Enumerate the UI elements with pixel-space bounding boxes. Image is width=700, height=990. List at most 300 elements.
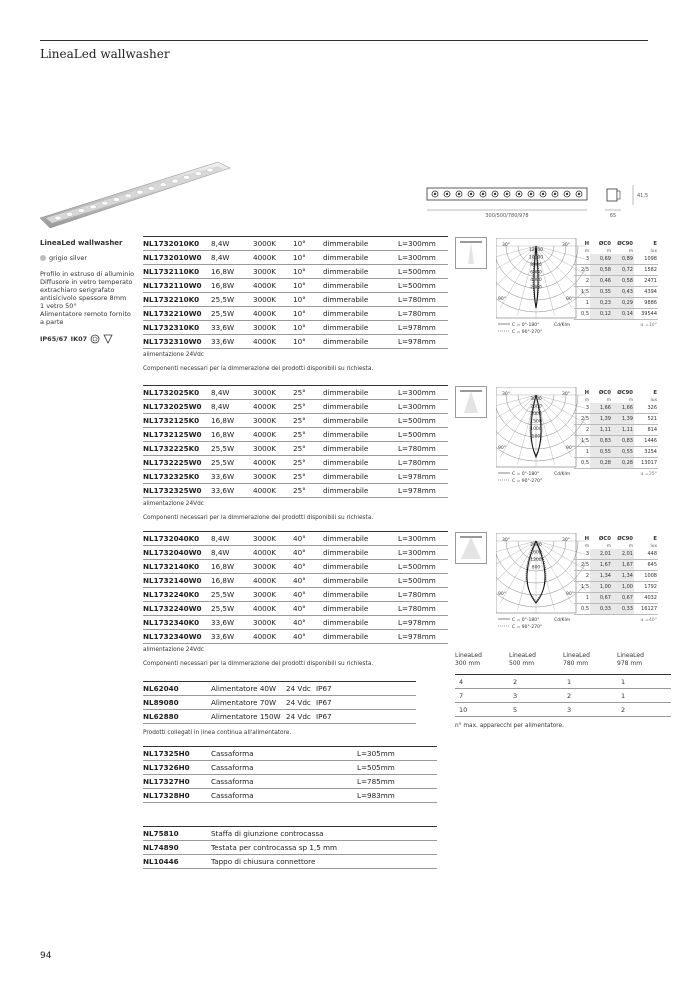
photometric-cell: 0,83: [590, 436, 612, 447]
led-center: [446, 193, 448, 195]
photometric-cell: 1,5: [574, 436, 590, 447]
supply-note: alimentazione 24Vdc: [143, 501, 204, 507]
photometric-cell: 3254: [634, 447, 658, 458]
accessories-table: [143, 826, 437, 869]
led-spot: [78, 209, 84, 213]
supply-note: alimentazione 24Vdc: [143, 647, 204, 653]
color-temp: 4000K: [253, 630, 293, 644]
beam-angle: 10°: [293, 265, 323, 279]
description: Alimentatore 150W: [211, 710, 286, 724]
photometric-cell: 2,5: [574, 414, 590, 425]
max-fixtures-header-cell: [563, 652, 617, 675]
header-line: 300 mm: [455, 660, 481, 667]
photometric-cell: 0,58: [590, 265, 612, 276]
photometric-unit-cell: lux: [650, 397, 657, 403]
power: 16,8W: [211, 560, 253, 574]
desc-line: Alimentatore remoto fornito: [40, 310, 131, 318]
beam-angle: 25°: [293, 428, 323, 442]
header-line: 780 mm: [563, 660, 589, 667]
header-line: LineaLed: [509, 652, 536, 659]
photometric-row: [574, 414, 658, 425]
product-code: NL1732225K0: [143, 442, 211, 456]
table-row: [143, 630, 448, 644]
photometric-cell: 1,00: [612, 582, 634, 593]
power-supply-table: [143, 681, 416, 724]
beam-angle-label: α =25°: [640, 471, 657, 477]
photometric-unit-cell: m: [584, 248, 589, 254]
photometric-cell: 13017: [634, 458, 658, 469]
product-table: [143, 236, 448, 349]
photometric-cell: 1582: [634, 265, 658, 276]
table-row: [143, 710, 416, 724]
photometric-cell: 1,5: [574, 582, 590, 593]
ip-rating: IP65/67: [40, 335, 68, 343]
table-row: [143, 484, 448, 498]
table-row: [143, 827, 437, 841]
led-center: [518, 193, 520, 195]
photometric-cell: 0,43: [612, 287, 634, 298]
color-temp: 3000K: [253, 442, 293, 456]
description: Alimentatore 40W: [211, 682, 286, 696]
beam-angle: 10°: [293, 251, 323, 265]
formwork-section: [143, 746, 437, 803]
polar-ring-value: 2000: [530, 412, 542, 417]
photometric-cell: 2: [574, 571, 590, 582]
product-code: NL1732025K0: [143, 386, 211, 400]
ik-rating: IK07: [70, 335, 88, 343]
dimming-note: Componenti necessari per la dimmerazione dei prodotti disponibili su richiesta.: [143, 515, 374, 521]
power: 16,8W: [211, 279, 253, 293]
polar-angle-label: 90°: [498, 592, 506, 597]
dimming: dimmerabile: [323, 546, 398, 560]
length: L=780mm: [398, 442, 448, 456]
power: 16,8W: [211, 265, 253, 279]
product-code: NL62880: [143, 710, 211, 724]
description: Staffa di giunzione controcassa: [211, 827, 437, 841]
color-temp: 4000K: [253, 546, 293, 560]
formwork-table: [143, 746, 437, 803]
photometric-cell: 1: [574, 298, 590, 309]
beam-angle: 25°: [293, 386, 323, 400]
product-code: NL1732010W0: [143, 251, 211, 265]
led-spot: [125, 194, 131, 198]
length: L=500mm: [398, 279, 448, 293]
photometric-cell: 1,11: [612, 425, 634, 436]
photometric-table: [574, 535, 658, 625]
photometric-cell: 1,66: [612, 403, 634, 414]
photometric-unit-cell: m: [606, 543, 611, 549]
photometric-cell: 1,34: [612, 571, 634, 582]
color-temp: 3000K: [253, 616, 293, 630]
photometric-header-cell: H: [584, 390, 589, 396]
product-code: NL1732240K0: [143, 588, 211, 602]
photometric-cell: 1,67: [612, 560, 634, 571]
ip-rating: IP67: [316, 710, 416, 724]
photometric-table: [574, 240, 658, 330]
length: L=978mm: [398, 484, 448, 498]
photometric-cell: 0,23: [590, 298, 612, 309]
dimming: dimmerabile: [323, 630, 398, 644]
product-code: NL1732310K0: [143, 321, 211, 335]
table-row: [143, 546, 448, 560]
power: 25,5W: [211, 293, 253, 307]
photometric-cell: 3: [574, 403, 590, 414]
led-spot: [160, 183, 166, 187]
color-option: [40, 254, 135, 262]
color-swatch: [40, 255, 46, 261]
beam-angle: 10°: [293, 335, 323, 349]
product-code: NL1732040W0: [143, 546, 211, 560]
product-code: NL1732340W0: [143, 630, 211, 644]
power: 33,6W: [211, 616, 253, 630]
photometric-cell: 4394: [634, 287, 658, 298]
dimming: dimmerabile: [323, 574, 398, 588]
dimming: dimmerabile: [323, 335, 398, 349]
photometric-row: [574, 593, 658, 604]
table-row: [143, 456, 448, 470]
led-center: [578, 193, 580, 195]
photometric-cell: 0,5: [574, 604, 590, 615]
photometric-header: [574, 535, 658, 543]
led-spot: [90, 205, 96, 209]
lamp-thumbnail: [455, 532, 487, 564]
length: L=500mm: [398, 428, 448, 442]
power: 8,4W: [211, 532, 253, 546]
polar-ring-value: 10000: [528, 255, 544, 261]
product-code: NL10446: [143, 855, 211, 869]
photometric-unit-cell: lux: [650, 543, 657, 549]
beam-angle: 10°: [293, 321, 323, 335]
photometric-header-cell: ØC90: [617, 536, 633, 542]
color-temp: 3000K: [253, 386, 293, 400]
power: 8,4W: [211, 546, 253, 560]
photometric-beam-row: [574, 469, 658, 480]
photometric-cell: 0,28: [612, 458, 634, 469]
dimming: dimmerabile: [323, 414, 398, 428]
dimming: dimmerabile: [323, 307, 398, 321]
length: L=978mm: [398, 616, 448, 630]
color-temp: 3000K: [253, 237, 293, 251]
polar-ring-value: 2000: [530, 543, 542, 548]
max-fixtures-cell: 4: [455, 675, 509, 689]
led-spot: [66, 212, 72, 216]
table-row: [143, 775, 437, 789]
beam-angle: 40°: [293, 546, 323, 560]
photometric-cell: 3: [574, 254, 590, 265]
color-temp: 4000K: [253, 335, 293, 349]
led-center: [494, 193, 496, 195]
product-code: NL1732110K0: [143, 265, 211, 279]
max-fixtures-cell: 3: [563, 703, 617, 717]
max-fixtures-cell: 7: [455, 689, 509, 703]
power: 25,5W: [211, 602, 253, 616]
photometric-cell: 0,33: [612, 604, 634, 615]
led-center: [506, 193, 508, 195]
accessories-section: [143, 826, 437, 869]
photometric-row: [574, 403, 658, 414]
description: Tappo di chiusura connettore: [211, 855, 437, 869]
page-number: 94: [40, 951, 52, 961]
product-code: NL1732140K0: [143, 560, 211, 574]
polar-angle-label: 90°: [566, 592, 574, 597]
dimming: dimmerabile: [323, 532, 398, 546]
color-temp: 3000K: [253, 588, 293, 602]
color-temp: 3000K: [253, 265, 293, 279]
photometric-cell: 0,29: [612, 298, 634, 309]
product-group: [143, 385, 448, 521]
power: 8,4W: [211, 386, 253, 400]
photometric-cell: 1,39: [590, 414, 612, 425]
power-supply-section: [143, 681, 416, 736]
length: L=500mm: [398, 265, 448, 279]
max-fixtures-row: [455, 703, 671, 717]
length: L=300mm: [398, 532, 448, 546]
polar-ring-value: 800: [531, 565, 541, 571]
beam-angle: 25°: [293, 414, 323, 428]
photometric-cell: 0,5: [574, 309, 590, 320]
max-fixtures-note: n° max. apparecchi per alimentatore.: [455, 723, 564, 729]
photometric-cell: 0,33: [590, 604, 612, 615]
polar-angle-label: 90°: [566, 297, 574, 302]
photometric-cell: 2,5: [574, 265, 590, 276]
table-row: [143, 682, 416, 696]
dim-lengths: 300/500/780/978: [485, 213, 529, 219]
dimming: dimmerabile: [323, 602, 398, 616]
beam-angle: 40°: [293, 602, 323, 616]
color-temp: 3000K: [253, 414, 293, 428]
max-fixtures-row: [455, 675, 671, 689]
polar-chart: [496, 533, 586, 633]
polar-legend: C = 0°-180°: [512, 323, 540, 328]
photometric-header-cell: ØC90: [617, 390, 633, 396]
polar-unit: Cd/Klm: [554, 618, 571, 623]
length: L=500mm: [398, 560, 448, 574]
dimension-drawing: [425, 180, 650, 220]
led-center: [482, 193, 484, 195]
led-spot: [148, 186, 154, 190]
description: Cassaforma: [211, 747, 357, 761]
photometric-cell: 0,67: [590, 593, 612, 604]
dimming: dimmerabile: [323, 442, 398, 456]
led-center: [554, 193, 556, 195]
dimming: dimmerabile: [323, 484, 398, 498]
dimming: dimmerabile: [323, 251, 398, 265]
photometric-cell: 2,01: [612, 549, 634, 560]
table-row: [143, 560, 448, 574]
table-row: [143, 747, 437, 761]
dimming-note: Componenti necessari per la dimmerazione dei prodotti disponibili su richiesta.: [143, 366, 374, 372]
photometric-cell: 16127: [634, 604, 658, 615]
description: Alimentatore 70W: [211, 696, 286, 710]
description: Testata per controcassa sp 1,5 mm: [211, 841, 437, 855]
length: L=983mm: [357, 789, 437, 803]
length: L=780mm: [398, 293, 448, 307]
led-spot: [207, 168, 213, 172]
photometric-unit-cell: lux: [650, 248, 657, 254]
polar-legend: C = 0°-180°: [512, 472, 540, 477]
beam-angle: 25°: [293, 456, 323, 470]
max-fixtures-cell: 2: [563, 689, 617, 703]
photometric-row: [574, 582, 658, 593]
power: 33,6W: [211, 484, 253, 498]
photometric-row: [574, 549, 658, 560]
power: 25,5W: [211, 456, 253, 470]
beam-angle: 25°: [293, 442, 323, 456]
product-code: NL17327H0: [143, 775, 211, 789]
photometric-cell: 4032: [634, 593, 658, 604]
photometric-cell: 1,5: [574, 287, 590, 298]
photometric-row: [574, 276, 658, 287]
power: 33,6W: [211, 470, 253, 484]
polar-unit: Cd/Klm: [554, 472, 571, 477]
product-code: NL1732040K0: [143, 532, 211, 546]
product-code: NL1732210W0: [143, 307, 211, 321]
dimming: dimmerabile: [323, 616, 398, 630]
max-fixtures-cell: 1: [563, 675, 617, 689]
table-row: [143, 400, 448, 414]
photometric-cell: 0,46: [590, 276, 612, 287]
photometric-header: [574, 389, 658, 397]
lamp-thumbnail: [455, 237, 487, 269]
photometric-cell: 0,35: [590, 287, 612, 298]
photometric-cell: 0,14: [612, 309, 634, 320]
color-temp: 4000K: [253, 279, 293, 293]
ip-rating: IP67: [316, 682, 416, 696]
length: L=500mm: [398, 414, 448, 428]
beam-angle: 25°: [293, 484, 323, 498]
ip-rating: IP67: [316, 696, 416, 710]
table-row: [143, 265, 448, 279]
color-temp: 3000K: [253, 532, 293, 546]
photometric-cell: 1,66: [590, 403, 612, 414]
polar-legend: C = 0°-180°: [512, 618, 540, 623]
color-temp: 4000K: [253, 484, 293, 498]
beam-angle: 40°: [293, 560, 323, 574]
max-fixtures-cell: 3: [509, 689, 563, 703]
polar-angle-label: 30°: [502, 392, 510, 397]
photometric-cell: 1,39: [612, 414, 634, 425]
led-center: [434, 193, 436, 195]
polar-legend: C = 90°-270°: [512, 479, 543, 484]
photometric-cell: 0,12: [590, 309, 612, 320]
table-row: [143, 470, 448, 484]
photometric-cell: 2: [574, 425, 590, 436]
polar-chart: [496, 238, 586, 338]
photometric-cell: 2: [574, 276, 590, 287]
max-fixtures-cell: 1: [617, 675, 671, 689]
led-spot: [172, 179, 178, 183]
max-fixtures-cell: 1: [617, 689, 671, 703]
beam-angle: 10°: [293, 293, 323, 307]
length: L=300mm: [398, 386, 448, 400]
polar-diagram: [496, 387, 586, 491]
photometric-cell: 448: [634, 549, 658, 560]
color-temp: 3000K: [253, 293, 293, 307]
polar-ring-value: 500: [531, 434, 541, 440]
photometric-cell: 1,11: [590, 425, 612, 436]
polar-ring-value: 2500: [530, 404, 542, 410]
beam-angle: 10°: [293, 279, 323, 293]
dimming: dimmerabile: [323, 470, 398, 484]
table-row: [143, 696, 416, 710]
desc-line: Profilo in estruso di alluminio: [40, 270, 135, 278]
beam-angle: 40°: [293, 532, 323, 546]
photometric-cell: 0,55: [612, 447, 634, 458]
length: L=780mm: [398, 602, 448, 616]
photometric-cell: 645: [634, 560, 658, 571]
photometric-header-cell: ØC0: [598, 390, 611, 396]
product-code: NL1732310W0: [143, 335, 211, 349]
table-row: [143, 442, 448, 456]
led-spot: [195, 172, 201, 176]
led-spot: [102, 201, 108, 205]
color-label: grigio silver: [49, 254, 88, 262]
polar-angle-label: 90°: [566, 446, 574, 451]
lamp-beam: [461, 537, 481, 559]
max-fixtures-header-cell: [617, 652, 671, 675]
photometric-row: [574, 560, 658, 571]
photometric-cell: 0,55: [590, 447, 612, 458]
power: 33,6W: [211, 335, 253, 349]
header-line: LineaLed: [455, 652, 482, 659]
color-temp: 3000K: [253, 470, 293, 484]
photometric-header-cell: E: [653, 241, 657, 247]
photometric-cell: 326: [634, 403, 658, 414]
dimming: dimmerabile: [323, 560, 398, 574]
length: L=978mm: [398, 630, 448, 644]
photometric-cell: 1792: [634, 582, 658, 593]
polar-legend: C = 90°-270°: [512, 625, 543, 630]
table-row: [143, 335, 448, 349]
photometric-cell: 1: [574, 593, 590, 604]
product-code: NL1732010K0: [143, 237, 211, 251]
photometric-cell: 39544: [634, 309, 658, 320]
max-fixtures-header-cell: [455, 652, 509, 675]
lamp-icon: [456, 387, 486, 417]
dimming: dimmerabile: [323, 588, 398, 602]
power: 16,8W: [211, 574, 253, 588]
photometric-cell: 0,89: [612, 254, 634, 265]
length: L=305mm: [357, 747, 437, 761]
photometric-row: [574, 309, 658, 320]
dimming: dimmerabile: [323, 279, 398, 293]
polar-angle-label: 90°: [498, 297, 506, 302]
length: L=300mm: [398, 251, 448, 265]
led-center: [566, 193, 568, 195]
photometric-cell: 3: [574, 549, 590, 560]
product-code: NL1732240W0: [143, 602, 211, 616]
product-code: NL1732225W0: [143, 456, 211, 470]
max-fixtures-section: [455, 652, 671, 729]
description: Cassaforma: [211, 775, 357, 789]
photometric-cell: 0,28: [590, 458, 612, 469]
power: 25,5W: [211, 588, 253, 602]
length: L=780mm: [398, 588, 448, 602]
power: 16,8W: [211, 428, 253, 442]
photometric-beam-row: [574, 615, 658, 626]
photometric-cell: 1446: [634, 436, 658, 447]
header-line: 978 mm: [617, 660, 643, 667]
photometric-unit-cell: m: [628, 248, 633, 254]
supply-note: alimentazione 24Vdc: [143, 352, 204, 358]
table-row: [143, 293, 448, 307]
color-temp: 4000K: [253, 251, 293, 265]
photometric-row: [574, 254, 658, 265]
photometric-row: [574, 436, 658, 447]
length: L=505mm: [357, 761, 437, 775]
power: 16,8W: [211, 414, 253, 428]
color-temp: 3000K: [253, 560, 293, 574]
